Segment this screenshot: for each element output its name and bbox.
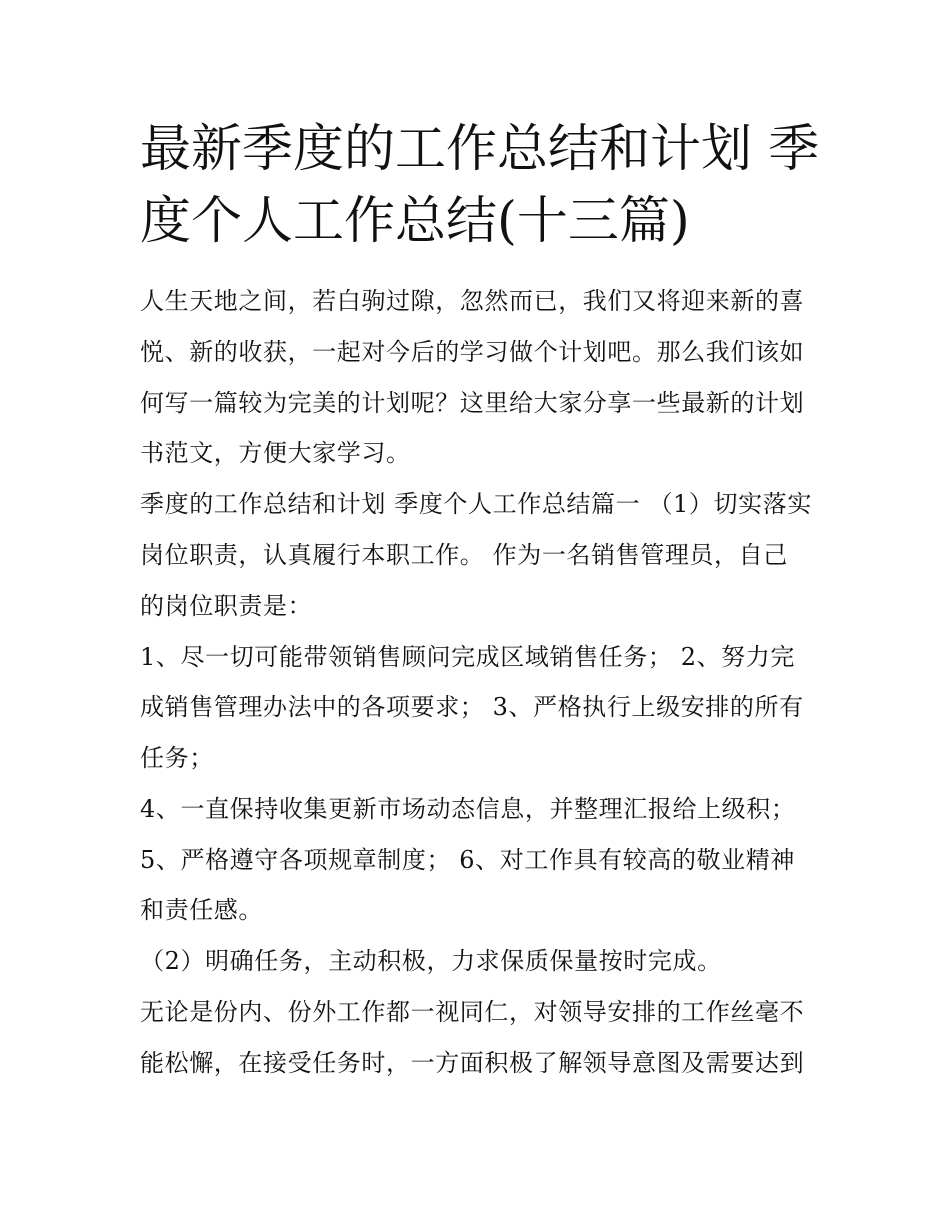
document-title-line-2: 度个人工作总结(十三篇) [140, 192, 690, 251]
body-line-10: 任务； [140, 744, 214, 772]
body-line-8: 1、尽一切可能带领销售顾问完成区域销售任务； 2、努力完 [140, 643, 795, 671]
body-line-12: 5、严格遵守各项规章制度； 6、对工作具有较高的敬业精神 [140, 846, 795, 874]
body-line-5: 季度的工作总结和计划 季度个人工作总结篇一 （1）切实落实 [140, 490, 812, 518]
document-title-line-1: 最新季度的工作总结和计划 季 [140, 120, 820, 179]
body-line-2: 悦、新的收获，一起对今后的学习做个计划吧。那么我们该如 [140, 338, 805, 366]
body-line-1: 人生天地之间，若白驹过隙，忽然而已，我们又将迎来新的喜 [140, 287, 805, 315]
body-line-14: （2）明确任务，主动积极，力求保质保量按时完成。 [140, 947, 722, 975]
body-line-15: 无论是份内、份外工作都一视同仁，对领导安排的工作丝毫不 [140, 998, 805, 1026]
body-line-13: 和责任感。 [140, 896, 263, 924]
body-line-4: 书范文，方便大家学习。 [140, 439, 411, 467]
body-line-3: 何写一篇较为完美的计划呢？这里给大家分享一些最新的计划 [140, 389, 805, 417]
body-line-7: 的岗位职责是： [140, 592, 313, 620]
body-line-11: 4、一直保持收集更新市场动态信息，并整理汇报给上级积； [140, 795, 796, 823]
body-line-6: 岗位职责，认真履行本职工作。 作为一名销售管理员，自己 [140, 541, 788, 569]
body-line-16: 能松懈，在接受任务时，一方面积极了解领导意图及需要达到 [140, 1049, 805, 1077]
body-line-9: 成销售管理办法中的各项要求； 3、严格执行上级安排的所有 [140, 693, 804, 721]
